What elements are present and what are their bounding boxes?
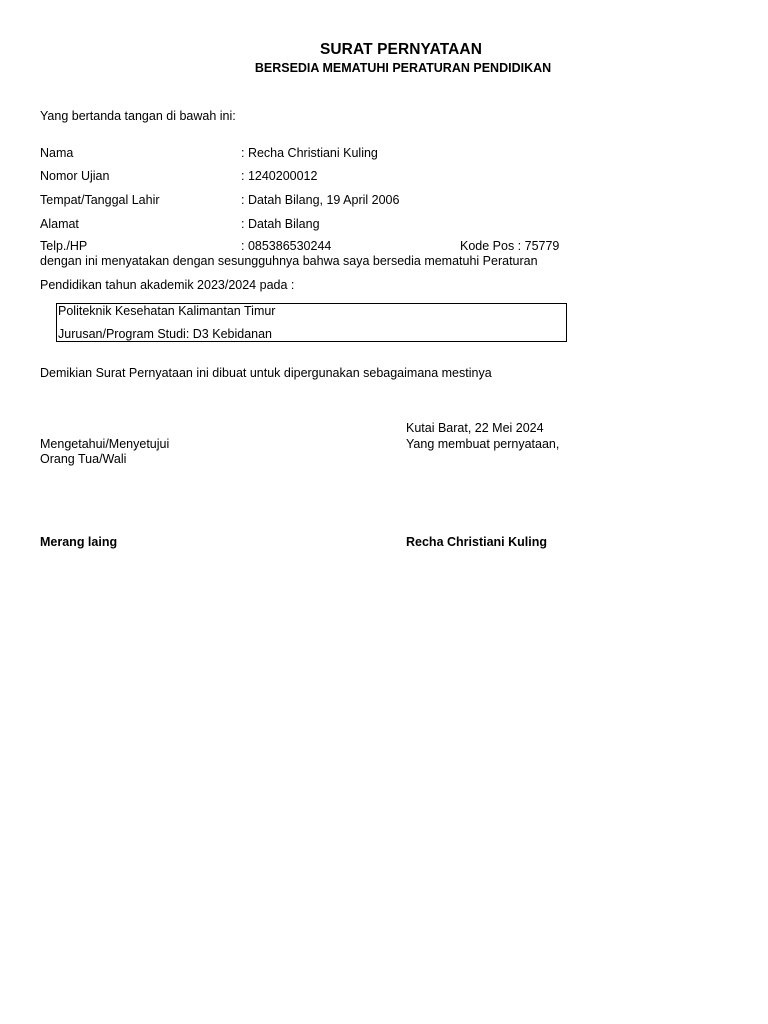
place-date: Kutai Barat, 22 Mei 2024 [406, 421, 544, 435]
guardian-label: Orang Tua/Wali [40, 452, 127, 466]
field-value-nomor-ujian: : 1240200012 [241, 169, 318, 183]
field-value-alamat: : Datah Bilang [241, 217, 320, 231]
field-value-telp: : 085386530244 [241, 239, 332, 253]
field-value-tempat-tanggal-lahir: : Datah Bilang, 19 April 2006 [241, 193, 400, 207]
document-subtitle: BERSEDIA MEMATUHI PERATURAN PENDIDIKAN [254, 61, 552, 75]
institution-name: Politeknik Kesehatan Kalimantan Timur [58, 304, 276, 318]
field-value-nama: : Recha Christiani Kuling [241, 146, 378, 160]
institution-box [56, 303, 567, 342]
guardian-name: Merang laing [40, 535, 118, 549]
field-label-telp: Telp./HP [40, 239, 88, 253]
statement-line-2: Pendidikan tahun akademik 2023/2024 pada : [40, 278, 295, 292]
field-label-alamat: Alamat [40, 217, 79, 231]
approval-label: Mengetahui/Menyetujui [40, 437, 170, 451]
field-label-nama: Nama [40, 146, 74, 160]
statement-line-1: dengan ini menyatakan dengan sesungguhnya bahwa saya bersedia mematuhi Peraturan [40, 254, 538, 268]
postal-code: Kode Pos : 75779 [460, 239, 560, 253]
intro-text: Yang bertanda tangan di bawah ini: [40, 109, 236, 123]
field-label-tempat-tanggal-lahir: Tempat/Tanggal Lahir [40, 193, 160, 207]
field-label-nomor-ujian: Nomor Ujian [40, 169, 110, 183]
study-program: Jurusan/Program Studi: D3 Kebidanan [58, 327, 273, 341]
document-title: SURAT PERNYATAAN [319, 41, 483, 58]
maker-label: Yang membuat pernyataan, [406, 437, 560, 451]
maker-name: Recha Christiani Kuling [406, 535, 547, 549]
closing-statement: Demikian Surat Pernyataan ini dibuat untuk dipergunakan sebagaimana mestinya [40, 366, 492, 380]
